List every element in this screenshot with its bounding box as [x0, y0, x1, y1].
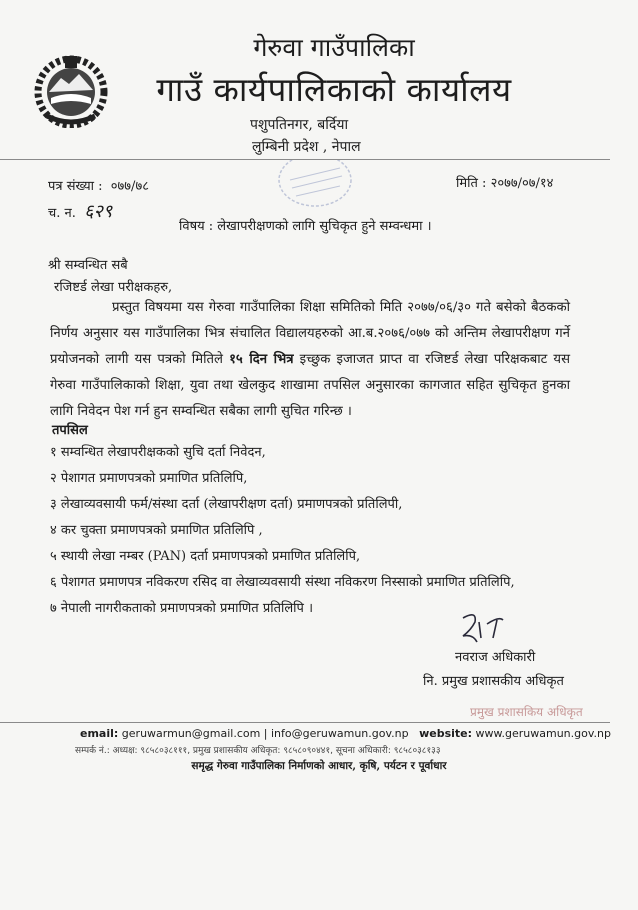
footer-divider: [0, 722, 610, 723]
office-seal-stamp: [270, 160, 360, 210]
subject: विषय : लेखापरीक्षणको लागि सुचिकृत हुने सम्वन्धमा ।: [179, 219, 432, 234]
email-label: email:: [80, 727, 119, 740]
footer-slogan: समृद्ध गेरुवा गाउँपालिका निर्माणको आधार, कृषि, पर्यटन र पूर्वाधार: [191, 760, 447, 772]
annex-item: १ सम्वन्धित लेखापरीक्षकको सुचि दर्ता निवेदन,: [50, 445, 266, 460]
recipient-line-2: रजिष्टर्ड लेखा परीक्षकहरु,: [54, 280, 173, 295]
date-label: मिति :: [456, 176, 487, 191]
annex-item: ५ स्थायी लेखा नम्बर (PAN) दर्ता प्रमाणपत्रको प्रमाणित प्रतिलिपि,: [50, 549, 361, 564]
annex-item: २ पेशागत प्रमाणपत्रको प्रमाणित प्रतिलिपि,: [50, 471, 248, 486]
website-value: www.geruwamun.gov.np: [475, 727, 611, 740]
footer-phone-numbers: सम्पर्क नं.: अध्यक्ष: ९८५८०३८१११, प्रमुख प्रशासकीय अधिकृत: ९८५८०९०४४१, सूचना अधिकारी: ९८५८०३८१३३: [75, 746, 441, 756]
signatory-title: नि. प्रमुख प्रशासकीय अधिकृत: [423, 674, 564, 689]
office-name: गाउँ कार्यपालिकाको कार्यालय: [156, 70, 512, 109]
letter-number: [48, 176, 149, 194]
address-line-1: पशुपतिनगर, बर्दिया: [250, 117, 349, 133]
dispatch-number-label: च. न.: [48, 206, 76, 221]
dispatch-number: [48, 199, 112, 223]
body-text-1: प्रस्तुत विषयमा यस गेरुवा गाउँपालिका शिक्षा समितिको मिति २०७७/०६/३० गते बसेको बैठकको निर्णय अनुसार यस गाउँपालिका भित्र संचालित विद्यालयहरुको आ.ब.२०७६/०७७ को अन्तिम लेखापरीक्षण गर्ने प्रयोजनको लागी यस पत्रको मितिले: [50, 300, 570, 367]
annex-item: ७ नेपाली नागरीकताको प्रमाणपत्रको प्रमाणित प्रतिलिपि ।: [50, 601, 313, 616]
address-line-2: लुम्बिनी प्रदेश , नेपाल: [252, 139, 361, 155]
annex-item: ४ कर चुक्ता प्रमाणपत्रको प्रमाणित प्रतिलिपि ,: [50, 523, 263, 538]
letter-number-label: पत्र संख्या :: [48, 179, 103, 194]
handwritten-signature: [455, 608, 525, 648]
date: [456, 173, 553, 191]
annex-list: [50, 440, 515, 622]
annex-item: ६ पेशागत प्रमाणपत्र नविकरण रसिद वा लेखाव्यवसायी संस्था नविकरण निस्साको प्रमाणित प्रतिलिपि,: [50, 575, 515, 590]
body-text-bold: १५ दिन भित्र: [229, 352, 294, 367]
date-value: २०७७/०७/१४: [490, 176, 554, 191]
body-text-2: इच्छुक इजाजत प्राप्त वा रजिष्टर्ड लेखा परिक्षकबाट यस गेरुवा गाउँपालिकाको शिक्षा, युवा तथा खेलकुद शाखामा तपसिल अनुसारका कागजात सहित सुचिकृत हुनका लागि निवेदन पेश गर्न हुन सम्वन्धित सबैका लागी सुचित गरिन्छ ।: [50, 352, 570, 419]
dispatch-number-value: ६२९: [84, 201, 113, 222]
annex-item: ३ लेखाव्यवसायी फर्म/संस्था दर्ता (लेखापरीक्षण दर्ता) प्रमाणपत्रको प्रतिलिपी,: [50, 497, 403, 512]
email-value: geruwarmun@gmail.com | info@geruwamun.gov.np: [121, 727, 409, 740]
body-paragraph: [50, 295, 570, 425]
footer-contact-emails: [80, 727, 611, 740]
annex-title: तपसिल: [52, 423, 88, 438]
signatory-name: नवराज अधिकारी: [455, 650, 536, 665]
municipality-name: गेरुवा गाउँपालिका: [253, 33, 415, 62]
designation-stamp: प्रमुख प्रशासकिय अधिकृत: [470, 705, 583, 719]
website-label: website:: [419, 727, 473, 740]
letter-number-value: ०७७/७८: [110, 179, 149, 194]
recipient-line-1: श्री सम्वन्धित सबै: [48, 258, 128, 273]
